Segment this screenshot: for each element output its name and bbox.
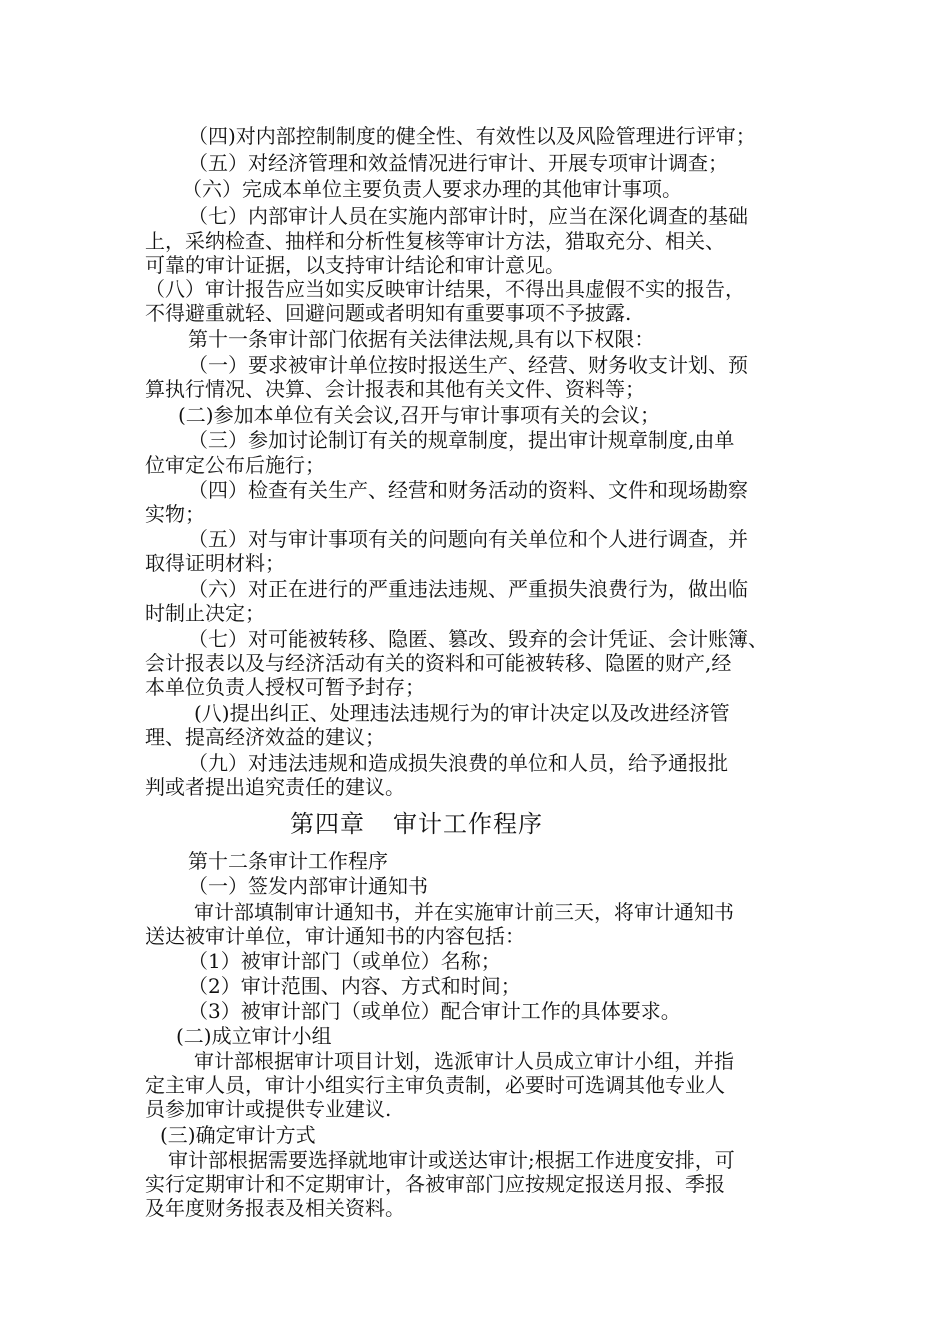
paragraph-line: （一）签发内部审计通知书	[188, 874, 428, 898]
paragraph-line: 审计部根据需要选择就地审计或送达审计;根据工作进度安排，可	[168, 1148, 735, 1172]
paragraph-line: 送达被审计单位，审计通知书的内容包括：	[145, 924, 525, 948]
paragraph-line: （六）完成本单位主要负责人要求办理的其他审计事项。	[182, 177, 682, 201]
paragraph-line: 实行定期审计和不定期审计，各被审部门应按规定报送月报、季报	[145, 1172, 725, 1196]
paragraph-line: （八）审计报告应当如实反映审计结果，不得出具虚假不实的报告，	[145, 277, 745, 301]
paragraph-line: （四)对内部控制制度的健全性、有效性以及风险管理进行评审；	[188, 124, 756, 148]
paragraph-line: （五）对与审计事项有关的问题向有关单位和个人进行调查，并	[188, 527, 748, 551]
paragraph-line: （九）对违法违规和造成损失浪费的单位和人员，给予通报批	[188, 751, 728, 775]
paragraph-line: 员参加审计或提供专业建议.	[145, 1097, 392, 1121]
paragraph-line: 审计部填制审计通知书，并在实施审计前三天，将审计通知书	[194, 900, 734, 924]
article-title: 第十一条审计部门依据有关法律法规,具有以下权限：	[188, 327, 655, 351]
list-item: （1）被审计部门（或单位）名称；	[188, 949, 501, 973]
paragraph-line: 实物；	[145, 502, 205, 526]
paragraph-line: 上，采纳检查、抽样和分析性复核等审计方法，猎取充分、相关、	[145, 229, 725, 253]
paragraph-line: (二)成立审计小组	[176, 1024, 332, 1048]
chapter-title: 审计工作程序	[393, 810, 543, 838]
paragraph-line: （五）对经济管理和效益情况进行审计、开展专项审计调查；	[188, 151, 728, 175]
paragraph-line: 取得证明材料；	[145, 551, 285, 575]
paragraph-line: 本单位负责人授权可暂予封存；	[145, 675, 425, 699]
paragraph-line: 会计报表以及与经济活动有关的资料和可能被转移、隐匿的财产,经	[145, 651, 732, 675]
list-item: （3）被审计部门（或单位）配合审计工作的具体要求。	[188, 999, 681, 1023]
paragraph-line: 判或者提出追究责任的建议。	[145, 775, 405, 799]
paragraph-line: （三）参加讨论制订有关的规章制度，提出审计规章制度,由单	[188, 428, 735, 452]
paragraph-line: （六）对正在进行的严重违法违规、严重损失浪费行为，做出临	[188, 577, 748, 601]
paragraph-line: 可靠的审计证据，以支持审计结论和审计意见。	[145, 253, 565, 277]
paragraph-line: （四）检查有关生产、经营和财务活动的资料、文件和现场勘察	[188, 478, 748, 502]
list-item: （2）审计范围、内容、方式和时间；	[188, 974, 521, 998]
paragraph-line: 审计部根据审计项目计划，选派审计人员成立审计小组，并指	[194, 1049, 734, 1073]
paragraph-line: （一）要求被审计单位按时报送生产、经营、财务收支计划、预	[188, 353, 748, 377]
paragraph-line: 理、提高经济效益的建议；	[145, 725, 385, 749]
paragraph-line: （七）内部审计人员在实施内部审计时，应当在深化调查的基础	[188, 204, 748, 228]
paragraph-line: 定主审人员，审计小组实行主审负责制，必要时可选调其他专业人	[145, 1073, 725, 1097]
article-title: 第十二条审计工作程序	[188, 849, 388, 873]
paragraph-line: (二)参加本单位有关会议,召开与审计事项有关的会议；	[178, 403, 660, 427]
paragraph-line: 位审定公布后施行；	[145, 453, 325, 477]
paragraph-line: 不得避重就轻、回避问题或者明知有重要事项不予披露.	[145, 301, 632, 325]
paragraph-line: (三)确定审计方式	[160, 1123, 316, 1147]
paragraph-line: 及年度财务报表及相关资料。	[145, 1196, 405, 1220]
paragraph-line: 时制止决定；	[145, 601, 265, 625]
chapter-number: 第四章	[290, 810, 365, 838]
paragraph-line: （七）对可能被转移、隐匿、篡改、毁弃的会计凭证、会计账簿、	[188, 627, 768, 651]
paragraph-line: 算执行情况、决算、会计报表和其他有关文件、资料等；	[145, 377, 645, 401]
paragraph-line: (八)提出纠正、处理违法违规行为的审计决定以及改进经济管	[194, 701, 730, 725]
